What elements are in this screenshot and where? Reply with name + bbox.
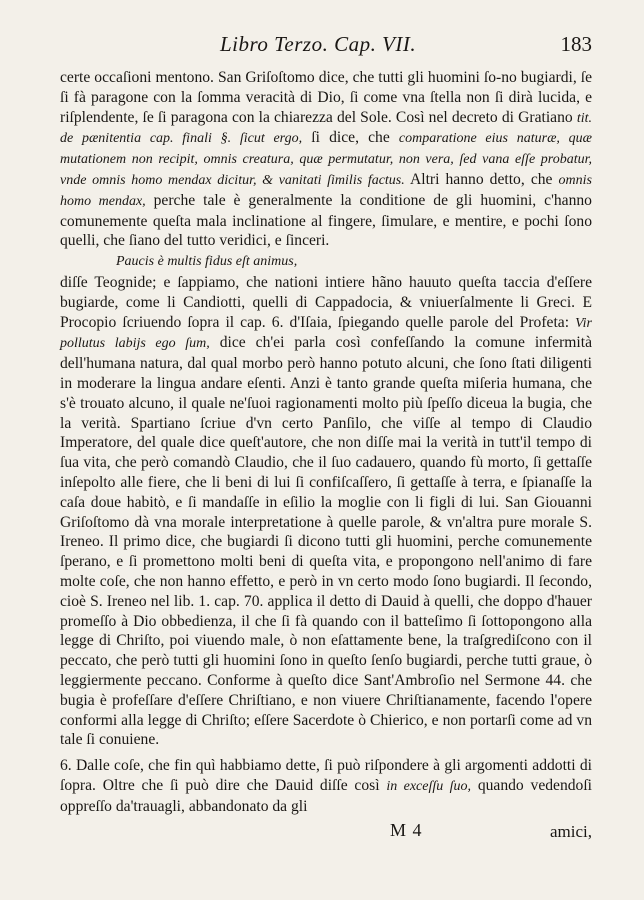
p1-text-a: certe occaſioni mentono. San Griſoſtomo dice, che tutti gli huomini ſo-no bugiardi, ſe ſi fà paragone con la ſomma veracità di Dio, ſi come vna ſtella non ſi dirà lucida, e riſplendente, ſe ſi paragona con la chiarezza del Sole. Così nel decreto di Gratiano [60,69,592,126]
p2-latin-quote: Vir pollutus labijs ego ſum, [60,315,592,352]
p3-latin-phrase: in exceſſu ſuo, [386,778,472,794]
p1-latin-phrase: omnis homo mendax, [60,172,592,209]
catchword: amici, [549,822,592,842]
p1-text-e: Altri hanno detto, che [409,170,553,188]
verse-quote: Paucis è multis fidus eſt animus, [116,254,298,270]
p1-text-c: ſi dice, che [311,129,390,147]
body-text [60,68,592,816]
page-header [60,28,592,68]
p3-text-c: quando vedendoſi oppreſſo da'trauagli, abbandonato da gli [60,776,593,815]
p3-text-a: 6. Dalle coſe, che fin quì habbiamo dette, ſi può riſpondere à gli argomenti addotti di ſopra. Oltre che ſi può dire che Dauid diſſe così [60,757,592,794]
p2-text-c: dice ch'ei parla così confeſſando la comune infermità dell'humana natura, dal qual morbo però hanno potuto alcuni, che ſono ſtati diligenti in moderare la lingua andare eſenti. Anzi è tanto grande queſta miſeria humana, che s'è trouato alcuno, il quale ne'ſuoi ragionamenti molto più ſpeſſo diceua la bugia, che la verità. Spartiano ſcriue d'vn certo Panſilo, che viſſe al tempo di Claudio Imperatore, del quale dice queſt'autore, che non diſſe mai la verità in tutt'il tempo di ſua vita, che però comandò Claudio, che il ſuo cadauero, quando fù morto, ſi gettaſſe inſepolto alle fiere, che li beni di lui ſi confiſcaſſero, ſi gettaſſe à terra, e ſpianaſſe la caſa doue habitò, e ſi mandaſſe in eſilio la moglie con li figli di lui. San Giouanni Griſoſtomo dà vna morale interpretatione à quelle parole, & vn'altra pure morale S. Ireneo. Il primo dice, che bugiardi ſi dicono tutti gli huomini, perche comunemente ſperano, e ſi promettono molti beni di queſta vita, e propongono nell'animo di fare molte coſe, che non hanno effetto, e però in vn certo modo ſono bugiardi. Il ſecondo, cioè S. Ireneo nel lib. 1. cap. 70. applica il detto di Dauid à quelli, che doppo d'hauer promeſſo à Dio obbedienza, il che ſi fà quando con il batteſimo ſi ſottopongono alla legge di Chriſto, poi viuendo male, ò non eſattamente bene, la traſgrediſcono con il peccato, che però tutti gli huomini ſono in queſto ſenſo bugiardi, perche tutti graue, ò leggiermente peccano. Conforme à queſto dice Sant'Ambroſio nel Sermone 44. che bugia è profeſſare d'eſſere Chriſtiano, e non viuere Chriſtianamente, facendo l'opere conformi alla legge di Chriſto; eſſere Sacerdote ò Chierico, e non portarſi come ad vn tale ſi conuiene. [60,334,592,749]
p1-latin-quote: comparatione eius naturæ, quæ mutationem non recipit, omnis creatura, quæ permutatur, non vera, ſed vana eſſe probatur, vnde omnis homo mendax dicitur, & vanitati ſimilis factus. [60,131,592,188]
paragraph-1 [60,68,592,251]
p1-citation: tit. de pænitentia cap. finali §. ſicut ergo, [60,110,592,147]
running-head: Libro Terzo. Cap. VII. [220,32,417,56]
paragraph-6 [60,756,592,816]
page-footer [60,820,592,842]
signature-mark: M 4 [390,820,423,841]
p1-text-g: perche tale è generalmente la conditione de gli huomini, c'hanno comunemente queſta mala inclinatione al fingere, ſimulare, e mentire, e pochi ſono quelli, che ſiano del tutto veridici, e ſinceri. [60,191,592,250]
page-number: 183 [560,32,592,56]
paragraph-2 [60,273,592,750]
p2-text-a: diſſe Teognide; e ſappiamo, che nationi intiere hãno hauuto queſta taccia d'eſſere bugiarde, come li Candiotti, quelli di Cappadocia, & vniuerſalmente li Greci. E Procopio ſcriuendo ſopra il cap. 6. d'Iſaia, ſpiegando quelle parole del Profeta: [60,273,592,331]
